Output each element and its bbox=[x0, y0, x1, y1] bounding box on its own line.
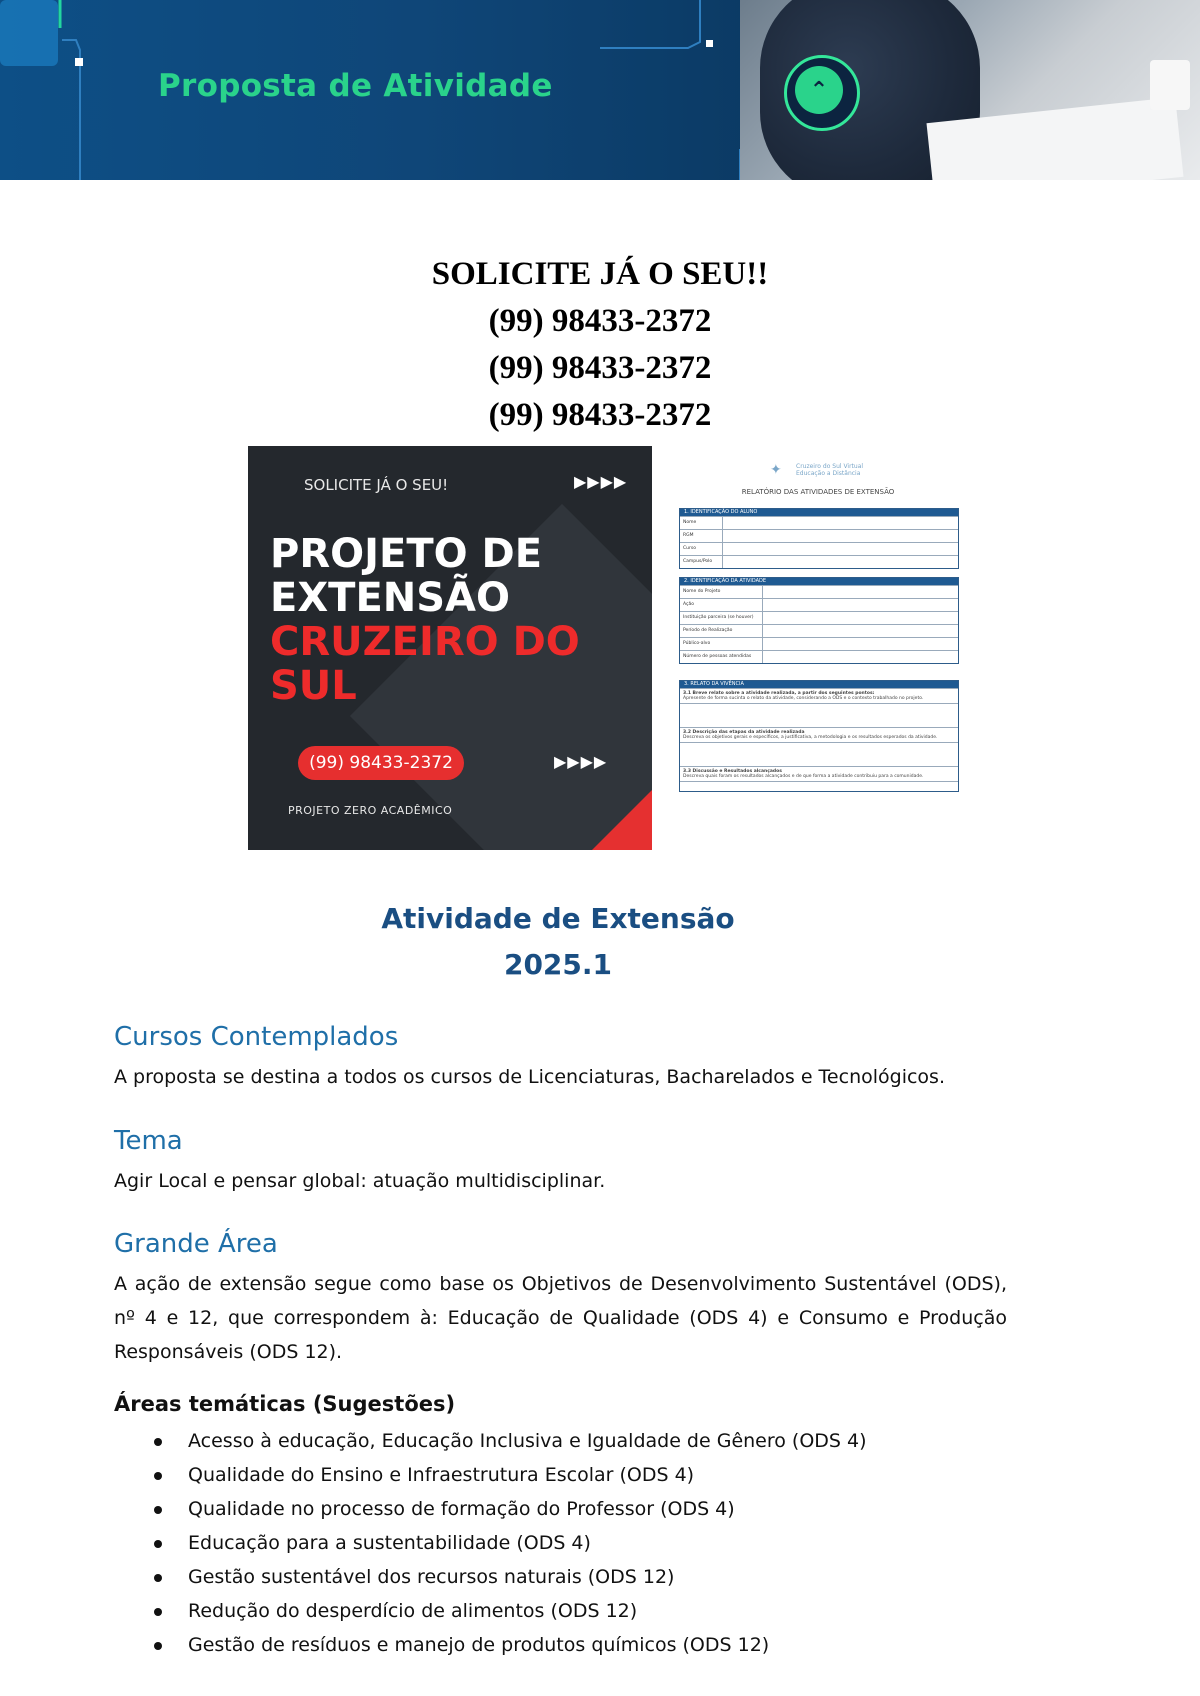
form-row bbox=[680, 529, 958, 542]
row-label: Nome bbox=[683, 520, 697, 525]
block-text: Descreva os objetivos gerais e específicos, a justificativa, a metodologia e os resultados esperados da atividade. bbox=[683, 735, 938, 740]
areas-list bbox=[150, 1424, 867, 1662]
row-label: RGM bbox=[683, 533, 694, 538]
form-row bbox=[680, 611, 958, 624]
form-text-block bbox=[680, 766, 958, 781]
report-form-thumbnail bbox=[674, 446, 962, 828]
block-title: 3.1 Breve relato sobre a atividade realizada, a partir dos seguintes pontos: bbox=[683, 691, 875, 696]
page-title: Proposta de Atividade bbox=[158, 68, 553, 104]
chevron-up-icon: ⌃ bbox=[795, 66, 843, 114]
flyer-red-corner bbox=[592, 790, 652, 850]
list-item: Qualidade no processo de formação do Professor (ODS 4) bbox=[150, 1492, 867, 1526]
row-label: Ação bbox=[683, 602, 694, 607]
form-row bbox=[680, 516, 958, 529]
row-label: Instituição parceira (se houver) bbox=[683, 615, 754, 620]
section-3-heading: 3. RELATO DA VIVÊNCIA bbox=[680, 681, 958, 688]
row-label: Número de pessoas atendidas bbox=[683, 654, 752, 659]
form-text-block bbox=[680, 727, 958, 742]
project-flyer bbox=[248, 446, 652, 850]
flyer-small-text: SOLICITE JÁ O SEU! bbox=[304, 476, 449, 494]
cta-phone-2: (99) 98433-2372 bbox=[488, 350, 712, 386]
form-row bbox=[680, 598, 958, 611]
form-logo-text bbox=[796, 463, 863, 477]
flyer-line-1: PROJETO DE bbox=[270, 531, 543, 577]
section-1-heading: 1. IDENTIFICAÇÃO DO ALUNO bbox=[680, 509, 958, 516]
section-cursos-text: A proposta se destina a todos os cursos de Licenciaturas, Bacharelados e Tecnológicos. bbox=[114, 1066, 945, 1088]
flyer-phone: (99) 98433-2372 bbox=[298, 746, 464, 780]
section-2-heading: 2. IDENTIFICAÇÃO DA ATIVIDADE bbox=[680, 578, 958, 585]
flyer-arrows-icon-2: ▶▶▶▶ bbox=[554, 752, 608, 771]
flyer-line-2: EXTENSÃO bbox=[270, 575, 511, 621]
cta-phone-1: (99) 98433-2372 bbox=[488, 303, 712, 339]
activity-year: 2025.1 bbox=[503, 948, 613, 981]
row-label: Curso bbox=[683, 546, 696, 551]
form-row bbox=[680, 637, 958, 650]
form-text-block bbox=[680, 688, 958, 703]
list-item: Gestão de resíduos e manejo de produtos químicos (ODS 12) bbox=[150, 1628, 867, 1662]
form-row bbox=[680, 542, 958, 555]
form-section-2 bbox=[679, 577, 959, 664]
activity-heading: Atividade de Extensão bbox=[381, 902, 735, 935]
block-text: Apresente de forma sucinta o relato da atividade, considerando a ODS e o contexto trabalhado no projeto. bbox=[683, 696, 924, 701]
form-row bbox=[680, 624, 958, 637]
form-title: RELATÓRIO DAS ATIVIDADES DE EXTENSÃO bbox=[741, 488, 895, 496]
section-tema-text: Agir Local e pensar global: atuação multidisciplinar. bbox=[114, 1170, 606, 1192]
row-label: Período de Realização bbox=[683, 628, 733, 633]
form-blank-area bbox=[680, 742, 958, 752]
form-blank-area bbox=[680, 703, 958, 713]
row-label: Nome do Projeto bbox=[683, 589, 721, 594]
logo-icon: ✦ bbox=[770, 462, 782, 478]
form-row bbox=[680, 650, 958, 663]
flyer-line-3: CRUZEIRO DO bbox=[270, 619, 580, 665]
list-item: Gestão sustentável dos recursos naturais (ODS 12) bbox=[150, 1560, 867, 1594]
cta-phone-3: (99) 98433-2372 bbox=[488, 397, 712, 433]
block-title: 3.2 Descrição das etapas da atividade realizada bbox=[683, 730, 805, 735]
section-cursos-title: Cursos Contemplados bbox=[114, 1022, 399, 1052]
flyer-footer: PROJETO ZERO ACADÊMICO bbox=[288, 804, 453, 817]
logo-subtext: Educação a Distância bbox=[796, 470, 861, 477]
logo-text: Cruzeiro do Sul Virtual bbox=[796, 463, 864, 470]
section-tema-title: Tema bbox=[114, 1126, 183, 1156]
form-row bbox=[680, 585, 958, 598]
cta-headline: SOLICITE JÁ O SEU!! bbox=[431, 256, 769, 292]
header-banner bbox=[0, 0, 1200, 180]
section-grande-area-title: Grande Área bbox=[114, 1229, 278, 1259]
form-section-3 bbox=[679, 680, 959, 792]
section-grande-area-text: A ação de extensão segue como base os Objetivos de Desenvolvimento Sustentável (ODS), nº 4 e 12, que correspondem à: Educação de Qualidade (ODS 4) e Consumo e Produção Responsáveis (ODS 12). bbox=[114, 1273, 1007, 1363]
row-label: Público-alvo bbox=[683, 641, 711, 646]
form-section-1 bbox=[679, 508, 959, 569]
form-blank-area bbox=[680, 781, 958, 791]
flyer-arrows-icon: ▶▶▶▶ bbox=[574, 472, 628, 491]
list-item: Acesso à educação, Educação Inclusiva e Igualdade de Gênero (ODS 4) bbox=[150, 1424, 867, 1458]
list-item: Educação para a sustentabilidade (ODS 4) bbox=[150, 1526, 867, 1560]
section-areas-title: Áreas temáticas (Sugestões) bbox=[114, 1392, 456, 1416]
coffee-cup bbox=[1150, 60, 1190, 110]
block-text: Descreva quais foram os resultados alcançados e de que forma a atividade contribuiu para a comunidade. bbox=[683, 774, 924, 779]
form-row bbox=[680, 555, 958, 568]
list-item: Qualidade do Ensino e Infraestrutura Escolar (ODS 4) bbox=[150, 1458, 867, 1492]
flyer-line-4: SUL bbox=[270, 663, 357, 709]
row-label: Campus/Polo bbox=[683, 559, 713, 564]
list-item: Redução do desperdício de alimentos (ODS 12) bbox=[150, 1594, 867, 1628]
block-title: 3.3 Discussão e Resultados alcançados bbox=[683, 769, 782, 774]
